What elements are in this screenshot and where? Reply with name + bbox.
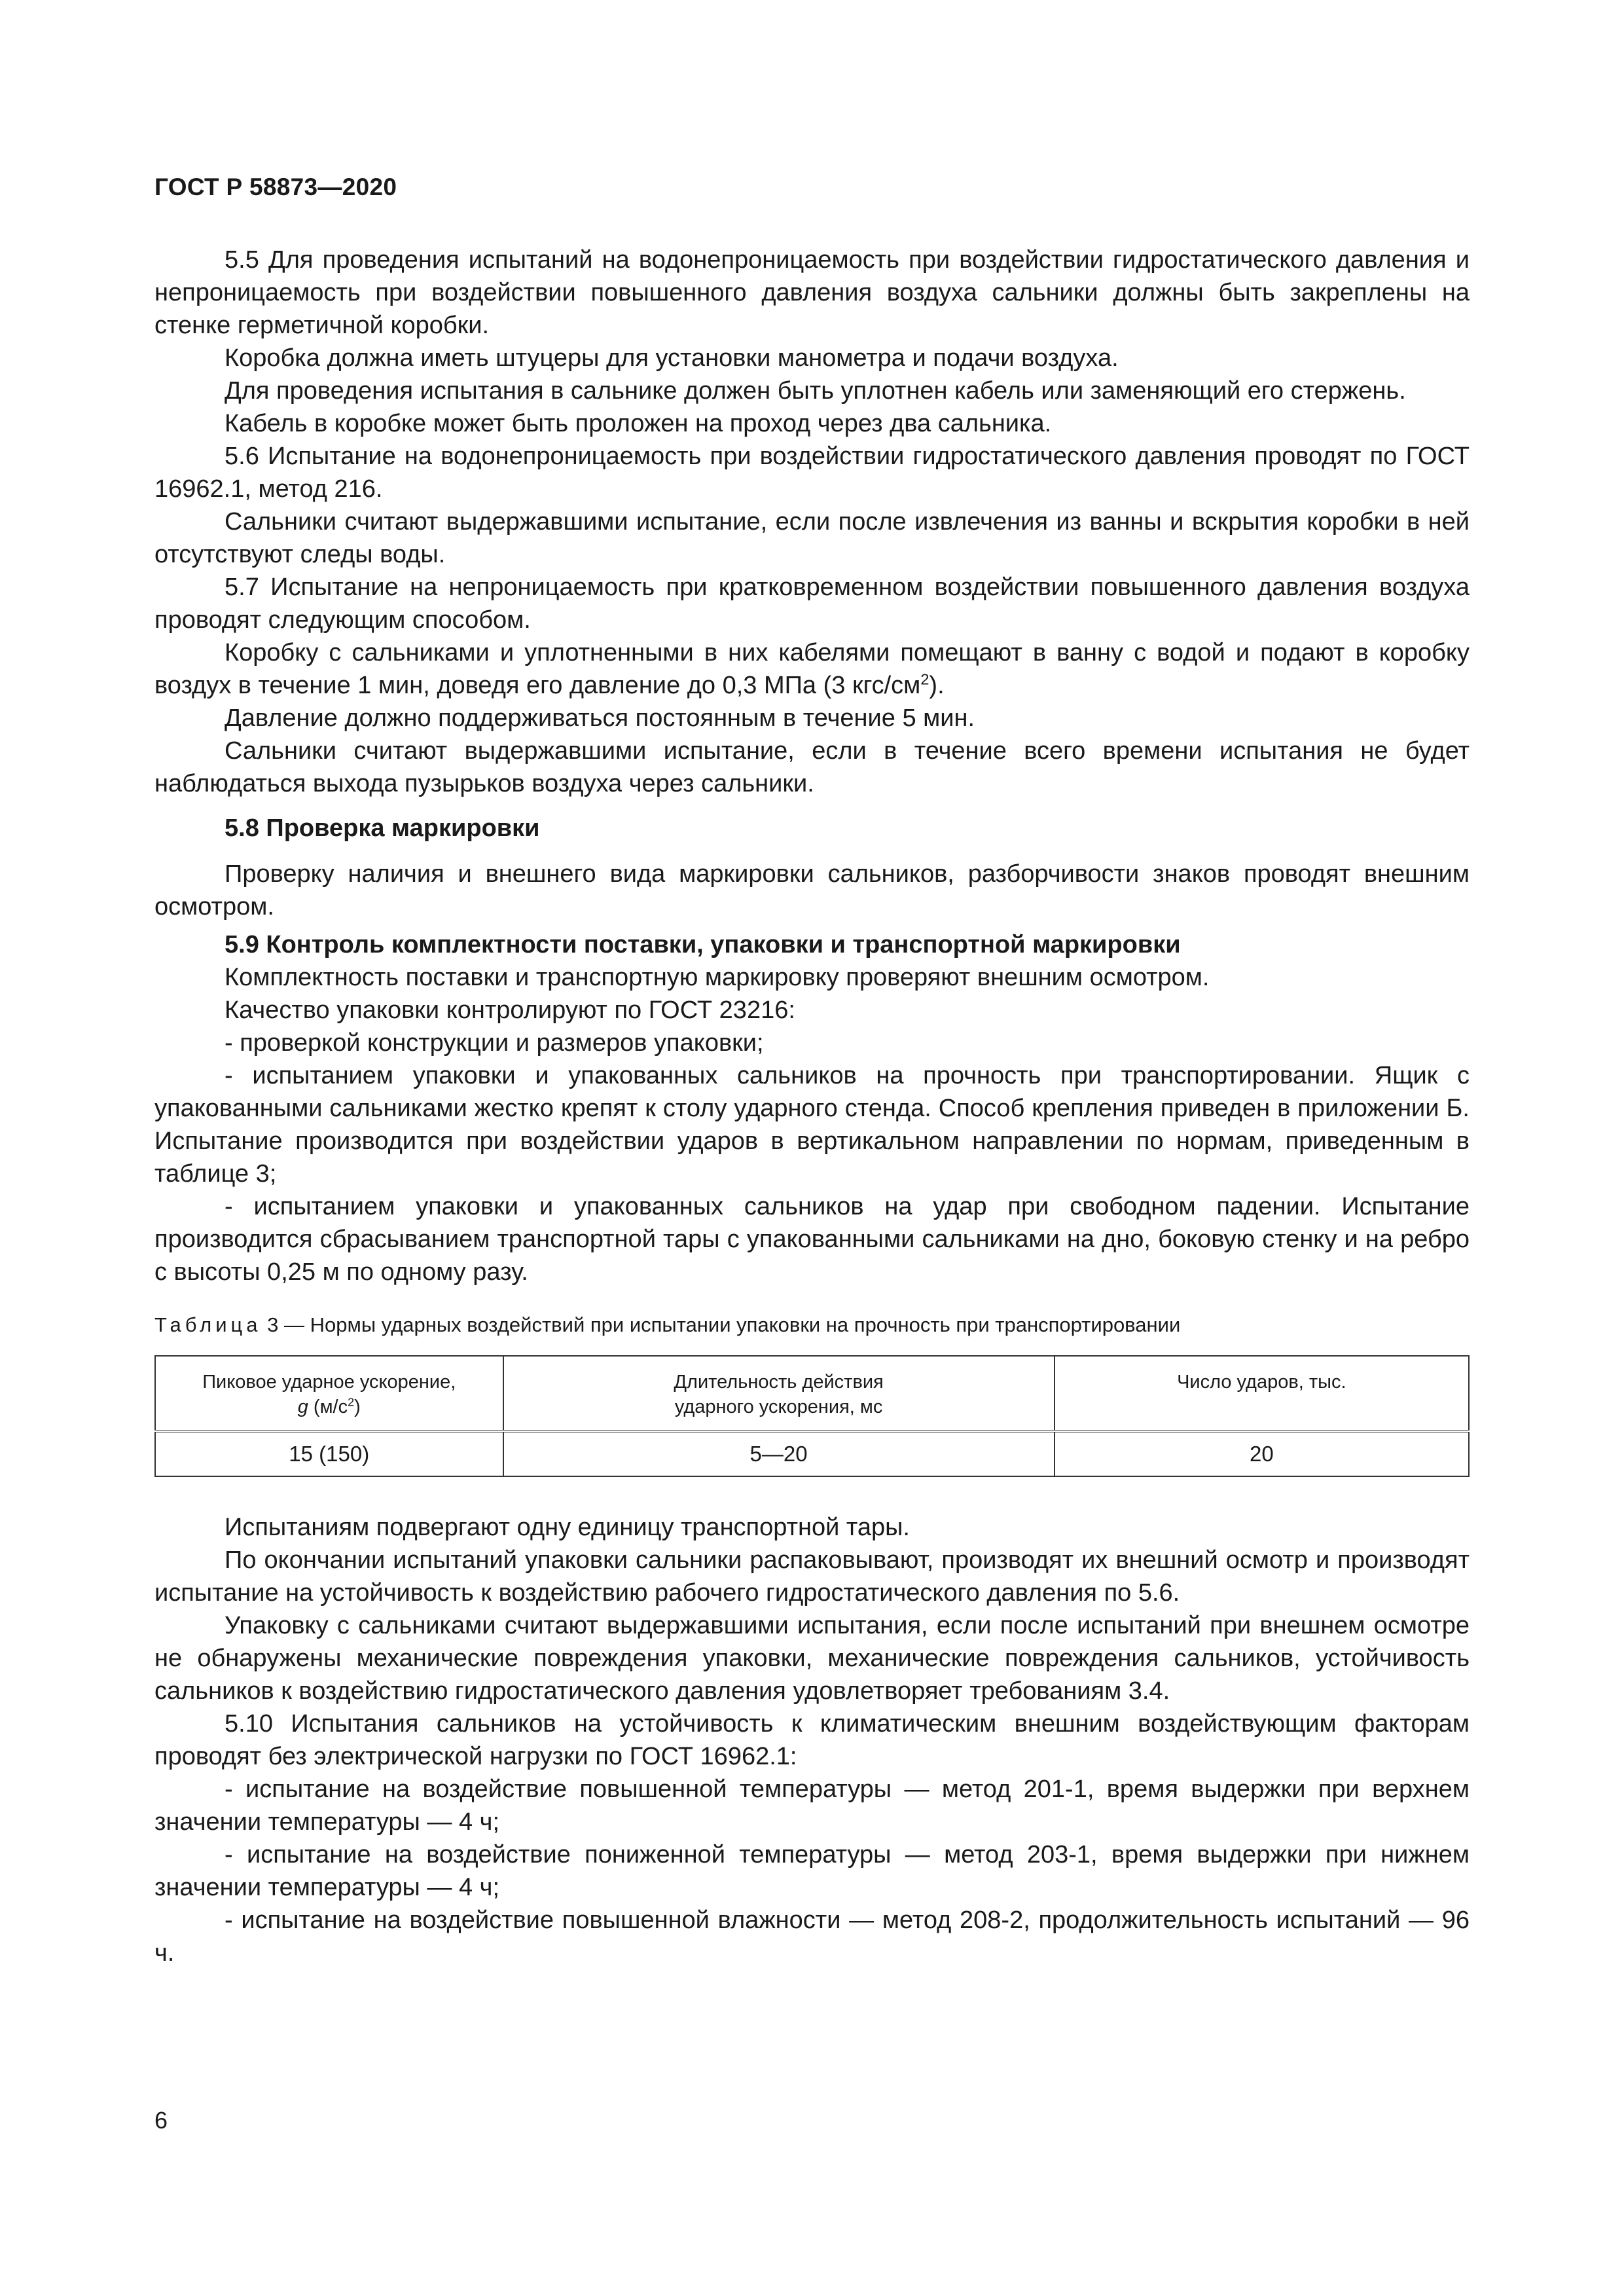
paragraph: Коробка должна иметь штуцеры для установки манометра и подачи воздуха. xyxy=(225,344,1119,372)
paragraph: По окончании испытаний упаковки сальники распаковывают, производят их внешний осмотр и производят испытание на устойчивость к воздействию рабочего гидростатического давления по 5.6. xyxy=(154,1546,1470,1607)
list-item: - испытание на воздействие пониженной температуры — метод 203-1, время выдержки при нижнем значении температуры — 4 ч; xyxy=(154,1841,1470,1901)
paragraph: Сальники считают выдержавшими испытание, если в течение всего времени испытания не будет наблюдаться выхода пузырьков воздуха через сальники. xyxy=(154,737,1470,797)
table-header-cell xyxy=(503,1356,1055,1431)
section-heading: 5.8 Проверка маркировки xyxy=(225,814,540,842)
section-heading: 5.9 Контроль комплектности поставки, упаковки и транспортной маркировки xyxy=(225,931,1181,958)
document-body xyxy=(154,244,1470,1969)
table-row xyxy=(155,1431,1469,1476)
table-cell: 5—20 xyxy=(503,1431,1055,1476)
list-item: - испытанием упаковки и упакованных сальников на прочность при транспортировании. Ящик с упакованными сальниками жестко крепят к столу ударного стенда. Способ крепления приведен в приложении Б. Испытание производится при воздействии ударов в вертикальном направлении по нормам, приведенным в таблице 3; xyxy=(154,1062,1470,1188)
paragraph: Качество упаковки контролируют по ГОСТ 23216: xyxy=(225,996,795,1024)
section-after-table xyxy=(154,1511,1470,1969)
header-text xyxy=(169,1394,490,1419)
list-item: - испытание на воздействие повышенной влажности — метод 208-2, продолжительность испытаний — 96 ч. xyxy=(154,1906,1470,1967)
paragraph: 5.5 Для проведения испытаний на водонепроницаемость при воздействии гидростатического давления и непроницаемость при воздействии повышенного давления воздуха сальники должны быть закреплены на стенке герметичной коробки. xyxy=(154,246,1470,339)
paragraph: Сальники считают выдержавшими испытание, если после извлечения из ванны и вскрытия коробки в ней отсутствуют следы воды. xyxy=(154,508,1470,568)
paragraph: 5.6 Испытание на водонепроницаемость при воздействии гидростатического давления проводят по ГОСТ 16962.1, метод 216. xyxy=(154,443,1470,503)
symbol-g: g xyxy=(297,1396,308,1417)
header-text: Число ударов, тыс. xyxy=(1177,1372,1346,1393)
paragraph xyxy=(154,636,1470,702)
paragraph: Проверку наличия и внешнего вида маркировки сальников, разборчивости знаков проводят внешним осмотром. xyxy=(154,860,1470,920)
paragraph: Упаковку с сальниками считают выдержавшими испытания, если после испытаний при внешнем осмотре не обнаружены механические повреждения упаковки, механические повреждения сальников, устойчивость сальников к воздействию гидростатического давления удовлетворяет требованиям 3.4. xyxy=(154,1612,1470,1705)
table-cell: 15 (150) xyxy=(155,1431,503,1476)
table-caption-label: Таблица xyxy=(154,1313,262,1336)
header-text: Пиковое ударное ускорение, xyxy=(202,1372,456,1393)
superscript: 2 xyxy=(348,1395,355,1409)
paragraph: 5.7 Испытание на непроницаемость при кратковременном воздействии повышенного давления воздуха проводят следующим способом. xyxy=(154,574,1470,634)
table-cell: 20 xyxy=(1055,1431,1469,1476)
table-3 xyxy=(154,1355,1470,1477)
paragraph: Для проведения испытания в сальнике должен быть уплотнен кабель или заменяющий его стержень. xyxy=(225,377,1406,405)
table-header-cell xyxy=(1055,1356,1469,1431)
table-header-cell xyxy=(155,1356,503,1431)
paragraph: Кабель в коробке может быть проложен на проход через два сальника. xyxy=(225,410,1052,437)
list-item: - испытание на воздействие повышенной температуры — метод 201-1, время выдержки при верхнем значении температуры — 4 ч; xyxy=(154,1776,1470,1836)
page-number: 6 xyxy=(154,2107,168,2134)
table-header-row xyxy=(155,1356,1469,1431)
paragraph: Давление должно поддерживаться постоянным в течение 5 мин. xyxy=(225,704,975,732)
paragraph: Испытаниям подвергают одну единицу транспортной тары. xyxy=(225,1514,910,1541)
header-text: Длительность действия xyxy=(674,1372,884,1393)
header-text: ударного ускорения, мс xyxy=(674,1396,883,1417)
list-item: - проверкой конструкции и размеров упаковки; xyxy=(225,1029,764,1057)
table-caption xyxy=(154,1312,1470,1338)
superscript: 2 xyxy=(920,670,929,688)
list-item: - испытанием упаковки и упакованных сальников на удар при свободном падении. Испытание производится сбрасыванием транспортной тары с упакованными сальниками на дно, боковую стенку и на ребро с высоты 0,25 м по одному разу. xyxy=(154,1193,1470,1286)
unit-text: ) xyxy=(354,1396,361,1417)
table-caption-text: 3 — Нормы ударных воздействий при испытании упаковки на прочность при транспортировании xyxy=(261,1313,1181,1336)
paragraph-text: Коробку с сальниками и уплотненными в них кабелями помещают в ванну с водой и подают в коробку воздух в течение 1 мин, доведя его давление до 0,3 МПа (3 кгс/см xyxy=(154,639,1470,699)
document-header: ГОСТ Р 58873—2020 xyxy=(154,173,397,200)
paragraph-text: ). xyxy=(929,672,945,699)
unit-text: (м/с xyxy=(308,1396,348,1417)
paragraph: 5.10 Испытания сальников на устойчивость к климатическим внешним воздействующим факторам проводят без электрической нагрузки по ГОСТ 16962.1: xyxy=(154,1710,1470,1770)
paragraph: Комплектность поставки и транспортную маркировку проверяют внешним осмотром. xyxy=(225,964,1210,991)
